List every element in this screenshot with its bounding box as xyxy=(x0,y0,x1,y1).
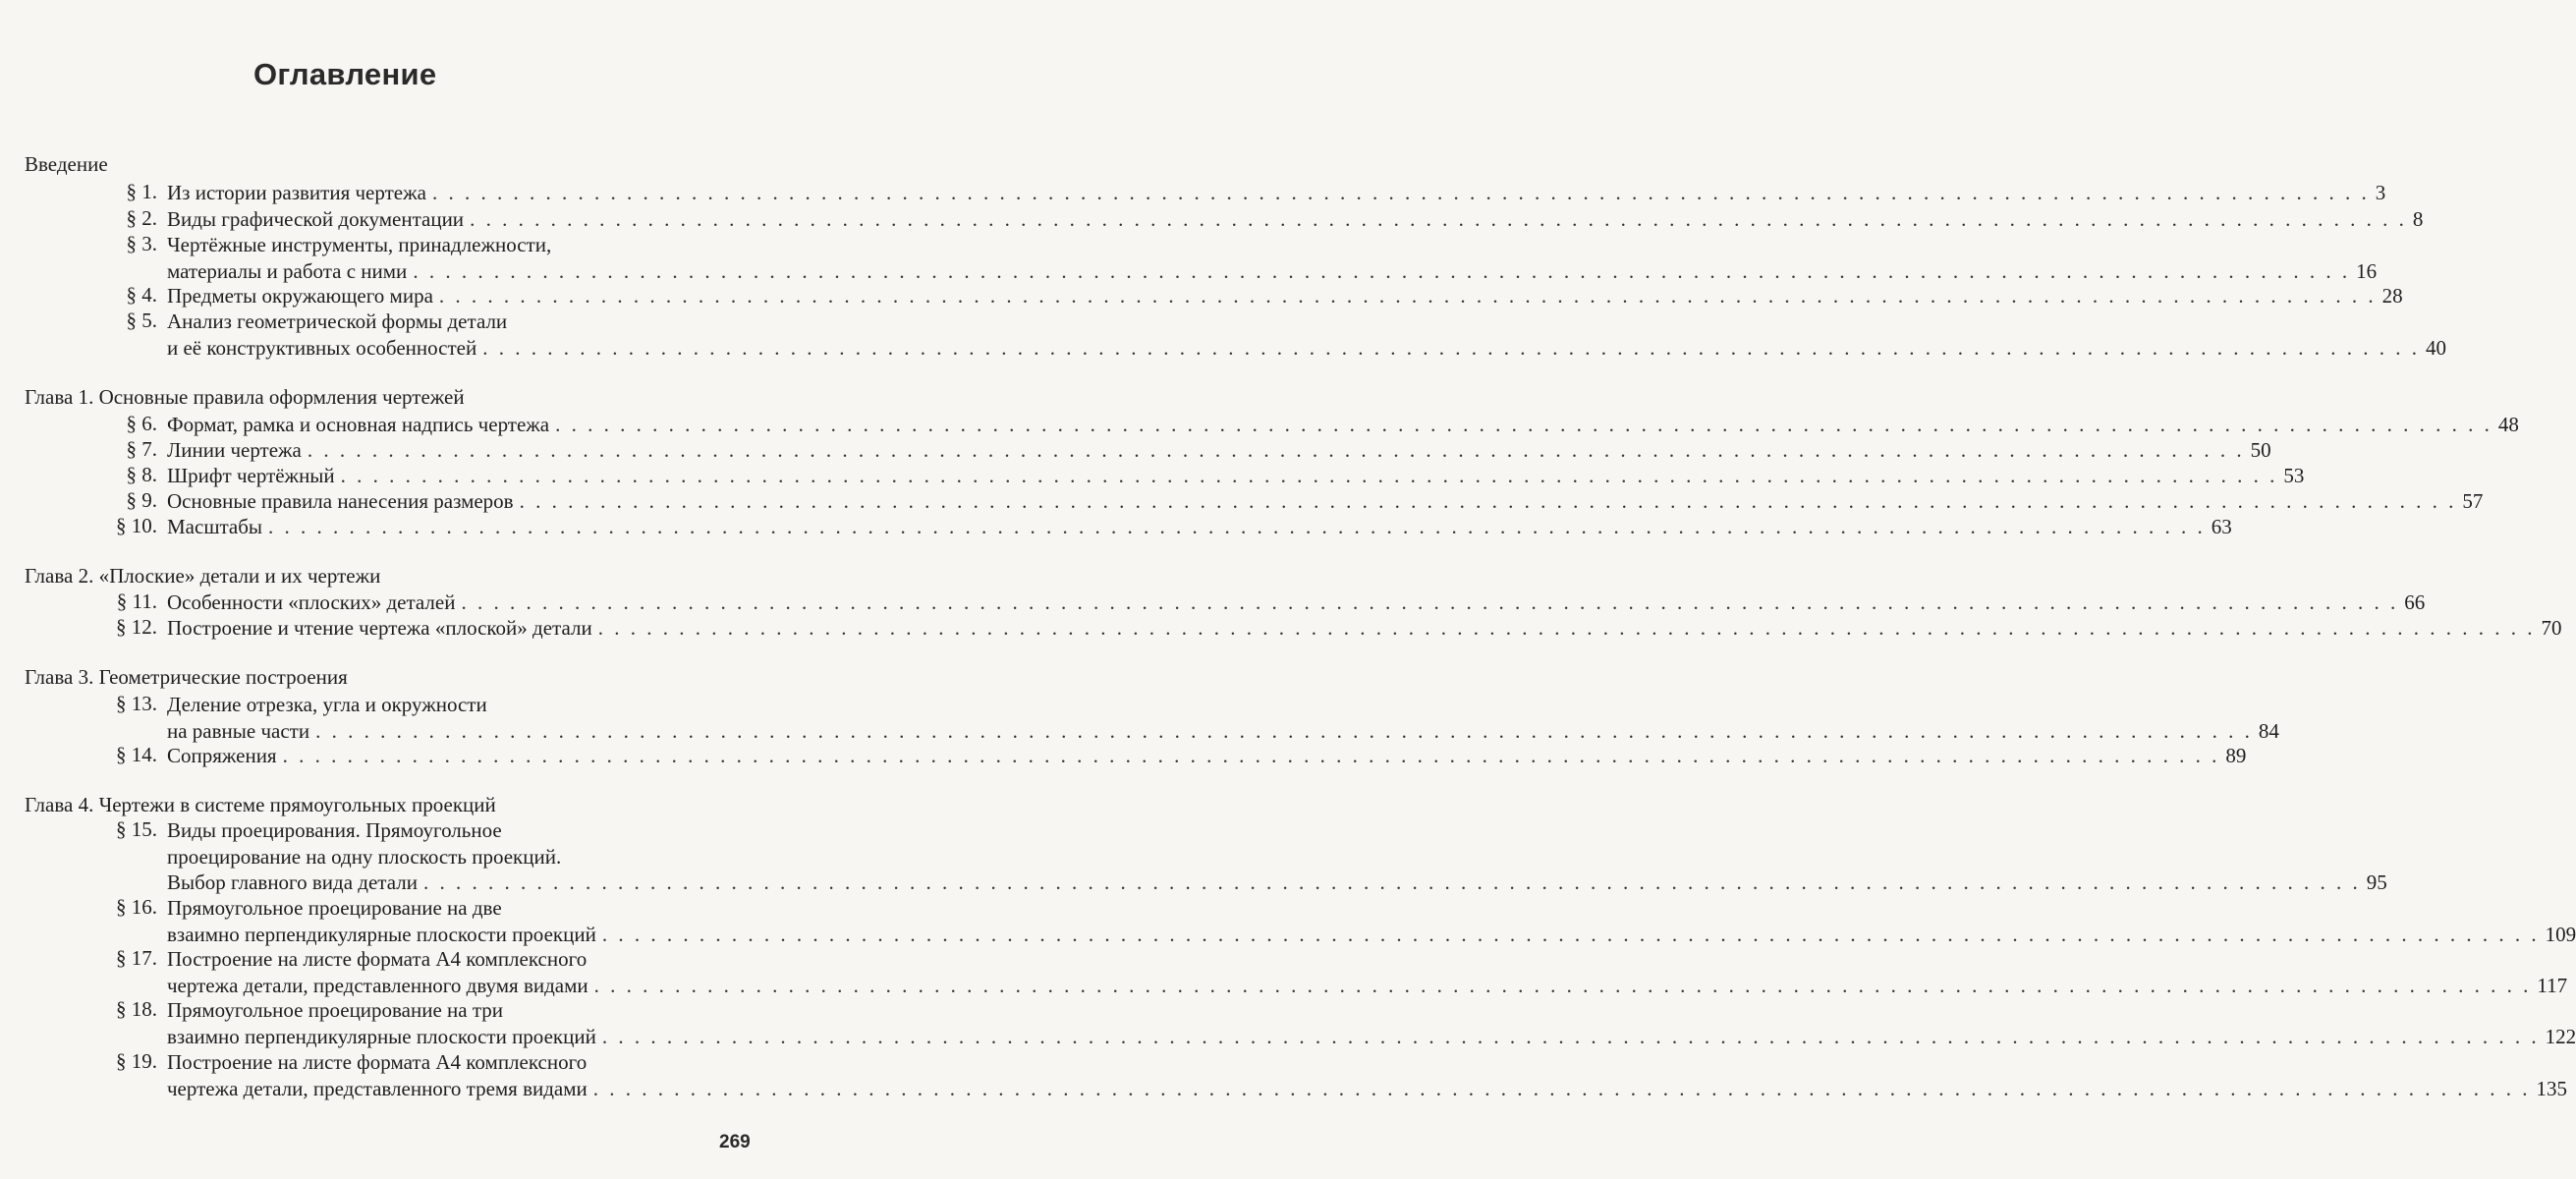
section-page-number: 8 xyxy=(2412,207,2424,231)
section-number: § 5. xyxy=(126,309,157,332)
dot-leader: . . . . . . . . . . . . . . . . . . . . . . . . . . . . . . . . . . . . . . . . . . . . . . . . . . . . . . . . . . . . . . . . . . . . . . . . . . . . . . . . . . . . . . . . . . . . . . . . . . . . . . . . . . . . . . . . . . . . . . . . xyxy=(413,258,2351,283)
section-title-line: чертежа детали, представленного тремя видами xyxy=(167,1076,588,1100)
section-number: § 15. xyxy=(116,817,157,841)
section-page-number: 28 xyxy=(2381,284,2403,308)
section-number: § 6. xyxy=(126,412,157,435)
section-number: § 14. xyxy=(116,743,157,766)
dot-leader: . . . . . . . . . . . . . . . . . . . . . . . . . . . . . . . . . . . . . . . . . . . . . . . . . . . . . . . . . . . . . . . . . . . . . . . . . . . . . . . . . . . . . . . . . . . . . . . . . . . . . . . . . . . . . . . . . . . . . . . . xyxy=(601,1024,2540,1048)
dot-leader: . . . . . . . . . . . . . . . . . . . . . . . . . . . . . . . . . . . . . . . . . . . . . . . . . . . . . . . . . . . . . . . . . . . . . . . . . . . . . . . . . . . . . . . . . . . . . . . . . . . . . . . . . . . . . . . . . . . . . . . . xyxy=(461,590,2399,614)
section-title-line: Сопряжения xyxy=(167,744,277,767)
section-number: § 7. xyxy=(126,437,157,461)
dot-leader: . . . . . . . . . . . . . . . . . . . . . . . . . . . . . . . . . . . . . . . . . . . . . . . . . . . . . . . . . . . . . . . . . . . . . . . . . . . . . . . . . . . . . . . . . . . . . . . . . . . . . . . . . . . . . . . . . . . . . . . . xyxy=(340,464,2278,487)
section-page-number: 57 xyxy=(2462,489,2484,513)
section-number: § 13. xyxy=(116,692,157,715)
chapter-heading: Глава 3. Геометрические построения xyxy=(25,665,348,689)
section-title-line: Прямоугольное проецирование на три xyxy=(167,998,504,1022)
section-title-line: взаимно перпендикулярные плоскости проекций xyxy=(167,922,596,946)
section-number: § 1. xyxy=(126,180,157,203)
section-page-number: 16 xyxy=(2356,258,2378,283)
section-title-line: Анализ геометрической формы детали xyxy=(167,309,508,333)
page-title: Оглавление xyxy=(253,57,437,91)
chapter-heading: Глава 2. «Плоские» детали и их чертежи xyxy=(25,564,381,588)
section-page-number: 109 xyxy=(2545,922,2576,946)
section-title-line: Предметы окружающего мира xyxy=(167,284,433,308)
section-title-line: Масштабы xyxy=(167,515,263,538)
section-title-line: Виды проецирования. Прямоугольное xyxy=(167,818,502,842)
section-page-number: 117 xyxy=(2537,973,2568,997)
chapter-heading: Введение xyxy=(25,152,108,176)
page-number: 269 xyxy=(719,1132,751,1152)
section-page-number: 122 xyxy=(2545,1024,2576,1048)
section-page-number: 63 xyxy=(2211,515,2232,538)
section-number: § 12. xyxy=(116,615,157,639)
section-title-line: Построение на листе формата А4 комплексного xyxy=(167,1050,588,1074)
section-number: § 2. xyxy=(126,206,157,230)
section-title-line: Деление отрезка, угла и окружности xyxy=(167,693,487,716)
section-page-number: 53 xyxy=(2283,464,2305,487)
section-title-line: Чертёжные инструменты, принадлежности, xyxy=(167,233,552,256)
section-number: § 4. xyxy=(126,283,157,307)
section-title-line: Особенности «плоских» деталей xyxy=(167,590,456,614)
section-page-number: 70 xyxy=(2541,616,2562,640)
dot-leader: . . . . . . . . . . . . . . . . . . . . . . . . . . . . . . . . . . . . . . . . . . . . . . . . . . . . . . . . . . . . . . . . . . . . . . . . . . . . . . . . . . . . . . . . . . . . . . . . . . . . . . . . . . . . . . . . . . . . . . . . xyxy=(519,489,2457,513)
section-page-number: 50 xyxy=(2250,438,2271,462)
dot-leader: . . . . . . . . . . . . . . . . . . . . . . . . . . . . . . . . . . . . . . . . . . . . . . . . . . . . . . . . . . . . . . . . . . . . . . . . . . . . . . . . . . . . . . . . . . . . . . . . . . . . . . . . . . . . . . . . . . . . . . . . xyxy=(470,207,2407,231)
section-number: § 11. xyxy=(116,590,157,613)
dot-leader: . . . . . . . . . . . . . . . . . . . . . . . . . . . . . . . . . . . . . . . . . . . . . . . . . . . . . . . . . . . . . . . . . . . . . . . . . . . . . . . . . . . . . . . . . . . . . . . . . . . . . . . . . . . . . . . . . . . . . . . . xyxy=(597,616,2536,640)
section-title-line: Шрифт чертёжный xyxy=(167,464,335,487)
section-page-number: 89 xyxy=(2225,744,2247,767)
section-number: § 3. xyxy=(126,232,157,255)
section-number: § 19. xyxy=(116,1049,157,1073)
dot-leader: . . . . . . . . . . . . . . . . . . . . . . . . . . . . . . . . . . . . . . . . . . . . . . . . . . . . . . . . . . . . . . . . . . . . . . . . . . . . . . . . . . . . . . . . . . . . . . . . . . . . . . . . . . . . . . . . . . . . . . . . xyxy=(431,181,2370,204)
section-title-line: Построение и чтение чертежа «плоской» детали xyxy=(167,616,592,640)
dot-leader: . . . . . . . . . . . . . . . . . . . . . . . . . . . . . . . . . . . . . . . . . . . . . . . . . . . . . . . . . . . . . . . . . . . . . . . . . . . . . . . . . . . . . . . . . . . . . . . . . . . . . . . . . . . . . . . . . . . . . . . . xyxy=(422,870,2361,894)
section-title-line: материалы и работа с ними xyxy=(167,258,408,283)
section-page-number: 48 xyxy=(2497,413,2519,436)
section-page-number: 66 xyxy=(2404,590,2426,614)
dot-leader: . . . . . . . . . . . . . . . . . . . . . . . . . . . . . . . . . . . . . . . . . . . . . . . . . . . . . . . . . . . . . . . . . . . . . . . . . . . . . . . . . . . . . . . . . . . . . . . . . . . . . . . . . . . . . . . . . . . . . . . . xyxy=(592,1076,2531,1100)
section-title-line: и её конструктивных особенностей xyxy=(167,335,477,360)
section-title-line: Прямоугольное проецирование на две xyxy=(167,896,502,920)
dot-leader: . . . . . . . . . . . . . . . . . . . . . . . . . . . . . . . . . . . . . . . . . . . . . . . . . . . . . . . . . . . . . . . . . . . . . . . . . . . . . . . . . . . . . . . . . . . . . . . . . . . . . . . . . . . . . . . . . . . . . . . . xyxy=(307,438,2245,462)
section-number: § 9. xyxy=(126,488,157,512)
chapter-heading: Глава 1. Основные правила оформления чертежей xyxy=(25,385,465,409)
section-page-number: 3 xyxy=(2375,181,2386,204)
section-page-number: 84 xyxy=(2258,718,2279,743)
section-title-line: Формат, рамка и основная надпись чертежа xyxy=(167,413,550,436)
section-number: § 16. xyxy=(116,895,157,919)
section-title-line: Выбор главного вида детали xyxy=(167,870,418,894)
section-title-line: на равные части xyxy=(167,718,310,743)
section-title-line: Линии чертежа xyxy=(167,438,302,462)
section-number: § 8. xyxy=(126,463,157,486)
section-number: § 17. xyxy=(116,946,157,970)
chapter-heading: Глава 4. Чертежи в системе прямоугольных проекций xyxy=(25,793,496,816)
section-title-line: проецирование на одну плоскость проекций. xyxy=(167,844,562,869)
section-title-line: взаимно перпендикулярные плоскости проекций xyxy=(167,1024,596,1048)
dot-leader: . . . . . . . . . . . . . . . . . . . . . . . . . . . . . . . . . . . . . . . . . . . . . . . . . . . . . . . . . . . . . . . . . . . . . . . . . . . . . . . . . . . . . . . . . . . . . . . . . . . . . . . . . . . . . . . . . . . . . . . . xyxy=(315,718,2253,743)
section-number: § 18. xyxy=(116,997,157,1021)
section-title-line: Построение на листе формата А4 комплексного xyxy=(167,947,588,971)
section-page-number: 135 xyxy=(2536,1076,2568,1100)
dot-leader: . . . . . . . . . . . . . . . . . . . . . . . . . . . . . . . . . . . . . . . . . . . . . . . . . . . . . . . . . . . . . . . . . . . . . . . . . . . . . . . . . . . . . . . . . . . . . . . . . . . . . . . . . . . . . . . . . . . . . . . . xyxy=(601,922,2540,946)
section-title-line: чертежа детали, представленного двумя видами xyxy=(167,973,588,997)
dot-leader: . . . . . . . . . . . . . . . . . . . . . . . . . . . . . . . . . . . . . . . . . . . . . . . . . . . . . . . . . . . . . . . . . . . . . . . . . . . . . . . . . . . . . . . . . . . . . . . . . . . . . . . . . . . . . . . . . . . . . . . . xyxy=(268,515,2206,538)
section-title-line: Из истории развития чертежа xyxy=(167,181,426,204)
dot-leader: . . . . . . . . . . . . . . . . . . . . . . . . . . . . . . . . . . . . . . . . . . . . . . . . . . . . . . . . . . . . . . . . . . . . . . . . . . . . . . . . . . . . . . . . . . . . . . . . . . . . . . . . . . . . . . . . . . . . . . . . xyxy=(555,413,2492,436)
dot-leader: . . . . . . . . . . . . . . . . . . . . . . . . . . . . . . . . . . . . . . . . . . . . . . . . . . . . . . . . . . . . . . . . . . . . . . . . . . . . . . . . . . . . . . . . . . . . . . . . . . . . . . . . . . . . . . . . . . . . . . . . xyxy=(438,284,2377,308)
section-page-number: 95 xyxy=(2366,870,2387,894)
section-title-line: Виды графической документации xyxy=(167,207,465,231)
section-title-line: Основные правила нанесения размеров xyxy=(167,489,514,513)
section-page-number: 40 xyxy=(2425,335,2446,360)
dot-leader: . . . . . . . . . . . . . . . . . . . . . . . . . . . . . . . . . . . . . . . . . . . . . . . . . . . . . . . . . . . . . . . . . . . . . . . . . . . . . . . . . . . . . . . . . . . . . . . . . . . . . . . . . . . . . . . . . . . . . . . . xyxy=(282,744,2220,767)
section-number: § 10. xyxy=(116,514,157,537)
dot-leader: . . . . . . . . . . . . . . . . . . . . . . . . . . . . . . . . . . . . . . . . . . . . . . . . . . . . . . . . . . . . . . . . . . . . . . . . . . . . . . . . . . . . . . . . . . . . . . . . . . . . . . . . . . . . . . . . . . . . . . . . xyxy=(593,973,2532,997)
dot-leader: . . . . . . . . . . . . . . . . . . . . . . . . . . . . . . . . . . . . . . . . . . . . . . . . . . . . . . . . . . . . . . . . . . . . . . . . . . . . . . . . . . . . . . . . . . . . . . . . . . . . . . . . . . . . . . . . . . . . . . . . xyxy=(482,335,2420,360)
